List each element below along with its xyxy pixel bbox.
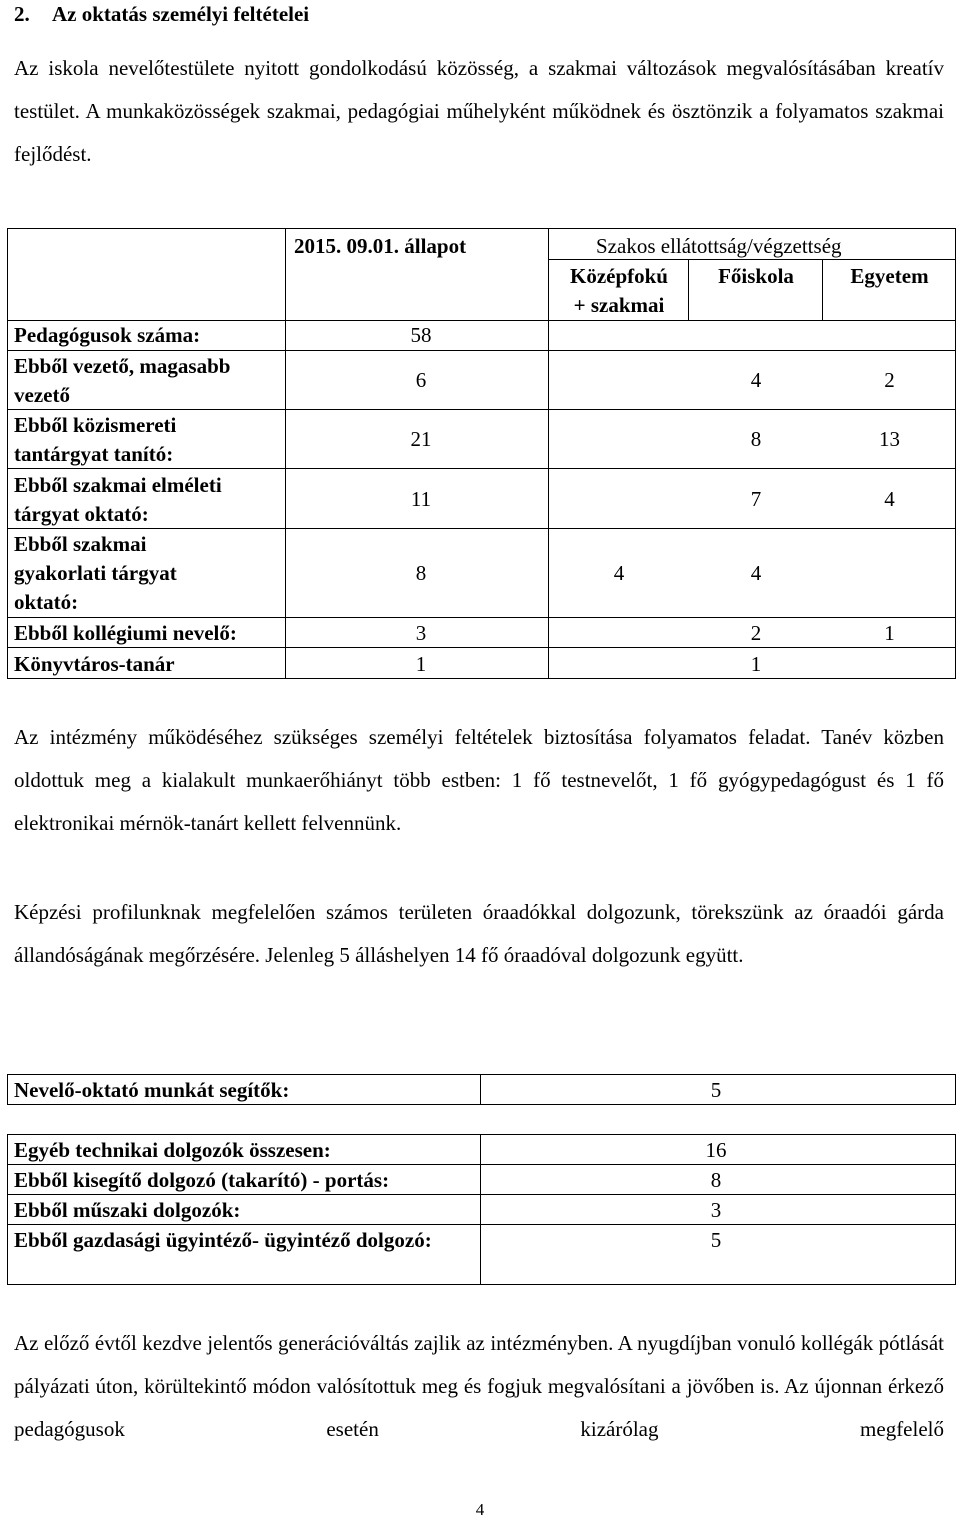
section-title: Az oktatás személyi feltételei: [52, 2, 310, 26]
intro-paragraph: Az iskola nevelőtestülete nyitott gondolkodású közösség, a szakmai változások megvalósításában kreatív testület. A munkaközösségek szakmai, pedagógiai műhelyként működnek és ösztönzik a folyamatos szakmai fejlődést.: [14, 56, 944, 166]
row-foiskola-kozismereti: 8: [750, 427, 762, 451]
row-egyetem-vezeto: 2: [884, 368, 895, 392]
row-foiskola-szakmai-gyakorlati: 4: [750, 561, 762, 585]
support-row-value: 3: [710, 1198, 722, 1222]
row-label-kozismereti: Ebből közismereti tantárgyat tanító:: [14, 413, 177, 466]
row-foiskola-szakmai-elmeleti: 7: [750, 487, 762, 511]
row-total-vezeto: 6: [415, 368, 427, 392]
helper-staff-label: Nevelő-oktató munkát segítők:: [14, 1078, 290, 1102]
row-label-szakmai-elmeleti: Ebből szakmai elméleti tárgyat oktató:: [14, 473, 222, 526]
row-total-szakmai-elmeleti: 11: [410, 487, 432, 511]
row-label-vezeto: Ebből vezető, magasabb vezető: [14, 354, 231, 407]
section-number: 2.: [14, 2, 30, 26]
row-total-konyvtaros: 1: [415, 652, 427, 676]
paragraph-part-time-teachers: Képzési profilunknak megfelelően számos területen óraadókkal dolgozunk, törekszünk az óraadói gárda állandóságának megőrzésére. Jelenleg 5 álláshelyen 14 fő óraadóval dolgozunk együtt.: [14, 900, 944, 967]
support-row-label: Ebből műszaki dolgozók:: [14, 1198, 241, 1222]
row-label-konyvtaros: Könyvtáros-tanár: [14, 652, 175, 676]
row-egyetem-kozismereti: 13: [879, 427, 900, 451]
row-total-pedagogusok: 58: [410, 323, 432, 347]
header-state: 2015. 09.01. állapot: [294, 234, 467, 258]
row-label-szakmai-gyakorlati: Ebből szakmai gyakorlati tárgyat oktató:: [14, 532, 177, 614]
support-row-value: 5: [710, 1228, 722, 1252]
subheader-foiskola: Főiskola: [718, 264, 794, 288]
row-label-pedagogusok: Pedagógusok száma:: [14, 323, 201, 347]
row-egyetem-kollegiumi: 1: [884, 621, 895, 645]
subheader-kozepfoku: Középfokú: [569, 264, 668, 288]
row-egyetem-szakmai-elmeleti: 4: [884, 487, 895, 511]
paragraph-generation-change: Az előző évtől kezdve jelentős generációváltás zajlik az intézményben. A nyugdíjban vonuló kollégák pótlását pályázati úton, körültekintő módon valósítottuk meg és fogjuk megvalósítani a jövőben is. Az újonnan érkező pedagógusok esetén kizárólag megfelelő: [14, 1331, 944, 1441]
header-qualification: Szakos ellátottság/végzettség: [596, 234, 842, 258]
row-total-szakmai-gyakorlati: 8: [415, 561, 427, 585]
subheader-egyetem: Egyetem: [850, 264, 929, 288]
support-row-label: Egyéb technikai dolgozók összesen:: [14, 1138, 331, 1162]
helper-staff-value: 5: [710, 1078, 722, 1102]
row-kozepfoku-szakmai-gyakorlati: 4: [613, 561, 625, 585]
support-row-label: Ebből gazdasági ügyintéző- ügyintéző dolgozó:: [14, 1228, 432, 1252]
paragraph-personnel-conditions: Az intézmény működéséhez szükséges személyi feltételek biztosítása folyamatos feladat. Tanév közben oldottuk meg a kialakult munkaerőhiányt több estben: 1 fő testnevelőt, 1 fő gyógypedagógust és 1 fő elektronikai mérnök-tanárt kellett felvennünk.: [14, 725, 944, 835]
row-foiskola-konyvtaros: 1: [750, 652, 762, 676]
row-label-kollegiumi: Ebből kollégiumi nevelő:: [14, 621, 237, 645]
support-row-label: Ebből kisegítő dolgozó (takarító) - portás:: [14, 1168, 390, 1192]
row-foiskola-vezeto: 4: [750, 368, 762, 392]
row-total-kollegiumi: 3: [415, 621, 427, 645]
page-number: 4: [475, 1500, 485, 1519]
support-row-value: 16: [705, 1138, 727, 1162]
support-row-value: 8: [710, 1168, 722, 1192]
row-total-kozismereti: 21: [410, 427, 432, 451]
row-foiskola-kollegiumi: 2: [750, 621, 762, 645]
subheader-kozepfoku-szakmai: + szakmai: [573, 293, 665, 317]
